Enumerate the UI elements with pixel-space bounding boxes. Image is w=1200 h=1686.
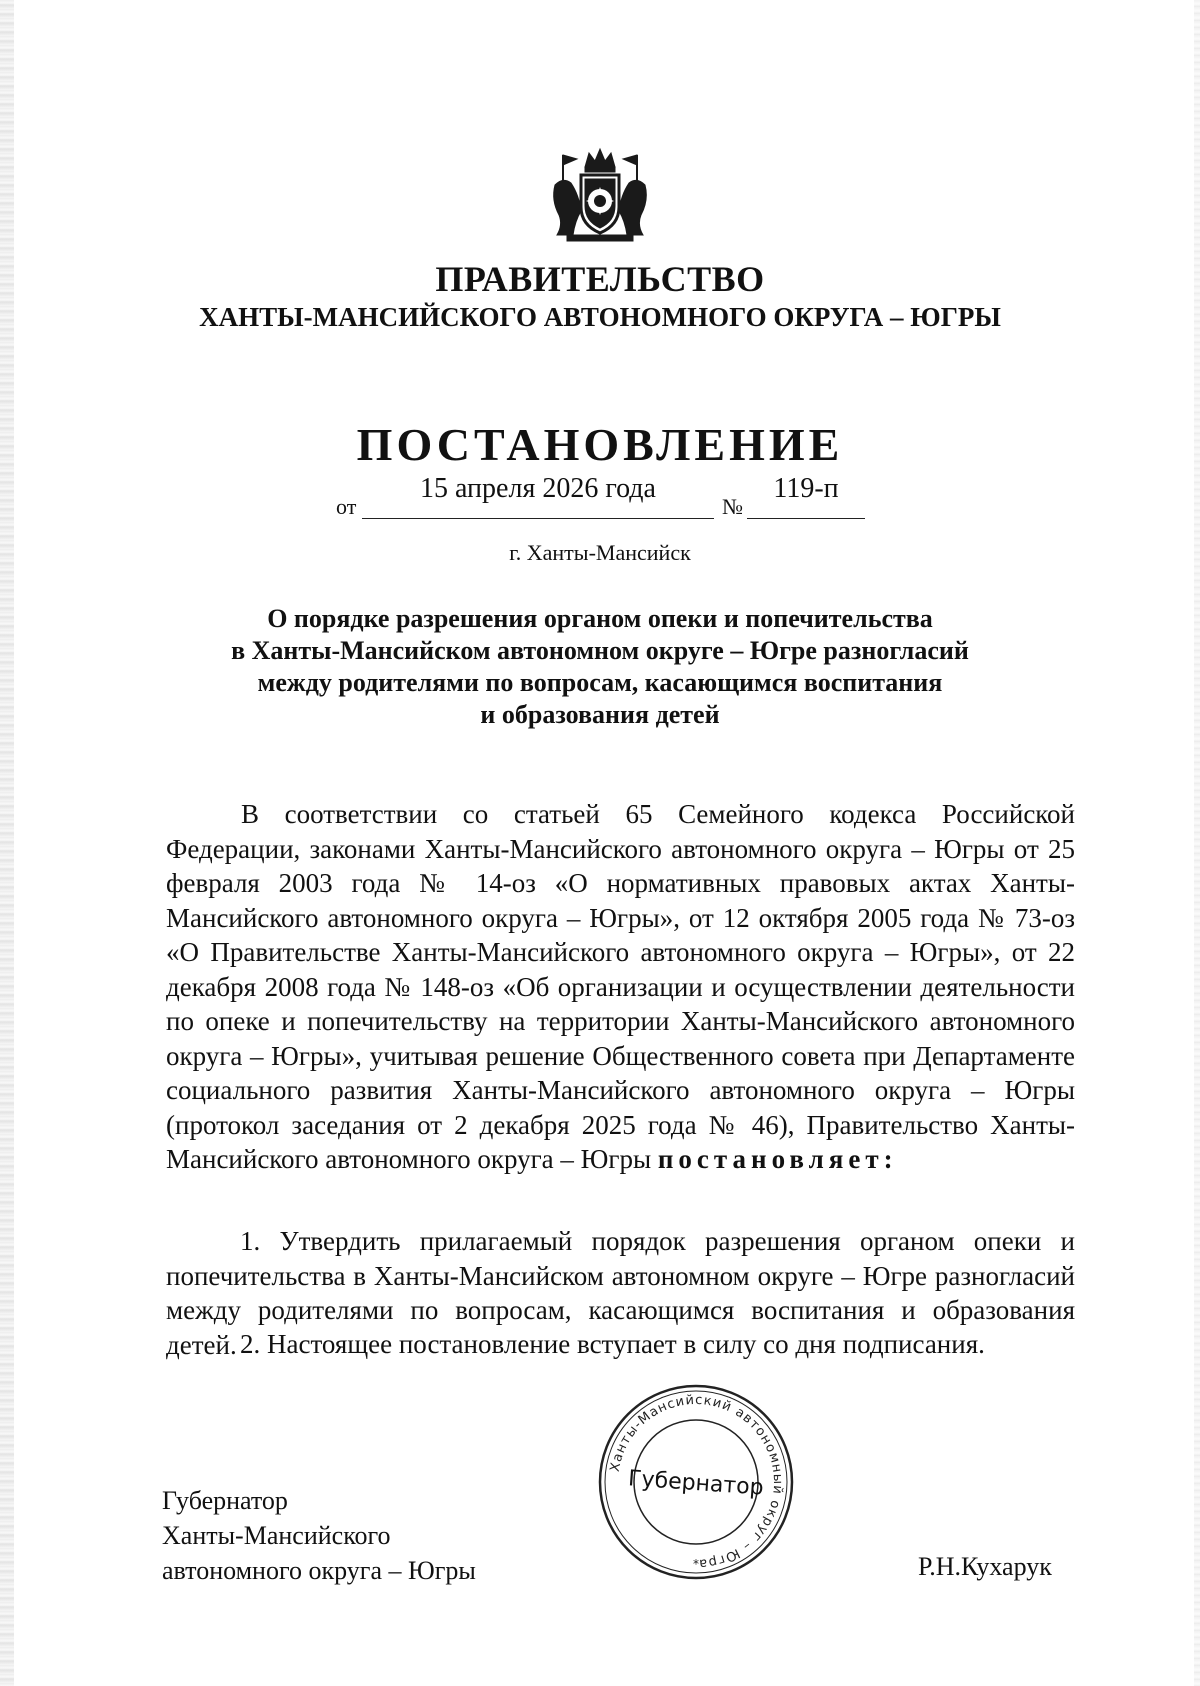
resolution-item-2: 2. Настоящее постановление вступает в силу со дня подписания. xyxy=(240,1329,985,1359)
city: г. Ханты-Мансийск xyxy=(509,540,691,565)
document-date: 15 апреля 2026 года xyxy=(362,472,714,519)
document-subject xyxy=(160,603,1040,731)
resolution-item-1: 1. Утвердить прилагаемый порядок разрешения органом опеки и попечительства в Ханты-Мансийском автономном округе – Югре разногласий между родителями по вопросам, касающимся воспитания и образования детей. xyxy=(166,1226,1075,1360)
scan-edge-right xyxy=(1194,0,1200,1686)
seal-outer-text: Ханты-Мансийский автономный округ – Югра xyxy=(607,1392,786,1572)
signer-position xyxy=(162,1483,476,1588)
signer-position-line: автономного округа – Югры xyxy=(162,1556,476,1585)
number-prefix: № xyxy=(722,494,743,519)
date-prefix: от xyxy=(336,494,357,519)
subject-line: в Ханты-Мансийском автономном округе – Югре разногласий xyxy=(231,636,969,665)
document-type: ПОСТАНОВЛЕНИЕ xyxy=(356,419,844,470)
signer-position-line: Ханты-Мансийского xyxy=(162,1521,391,1550)
subject-line: между родителями по вопросам, касающимся воспитания xyxy=(257,668,943,697)
seal-center-text: Губернатор xyxy=(627,1466,765,1501)
government-subtitle: ХАНТЫ-МАНСИЙСКОГО АВТОНОМНОГО ОКРУГА – ЮГРЫ xyxy=(199,302,1001,332)
official-seal-icon xyxy=(596,1382,796,1582)
preamble-paragraph xyxy=(166,797,1075,1177)
date-number-line xyxy=(0,472,1200,532)
signer-position-line: Губернатор xyxy=(162,1486,288,1515)
resolves-keyword: постановляет: xyxy=(657,1144,898,1174)
preamble-text: В соответствии со статьей 65 Семейного кодекса Российской Федерации, законами Ханты-Мансийского автономного округа – Югры от 25 февраля 2003 года № 14-оз «О нормативных правовых актах Ханты-Мансийского автономного округа – Югры», от 12 октября 2005 года № 73-оз «О Правительстве Ханты-Мансийского автономного округа – Югры», от 22 декабря 2008 года № 148-оз «Об организации и осуществлении деятельности по опеке и попечительству на территории Ханты-Мансийского автономного округа – Югры», учитывая решение Общественного совета при Департаменте социального развития Ханты-Мансийского автономного округа – Югры (протокол заседания от 2 декабря 2025 года № 46), Правительство Ханты-Мансийского автономного округа – Югры xyxy=(166,799,1075,1174)
coat-of-arms-icon xyxy=(545,145,655,245)
government-title: ПРАВИТЕЛЬСТВО xyxy=(435,259,765,299)
signer-name: Р.Н.Кухарук xyxy=(918,1552,1052,1581)
document-number: 119-п xyxy=(747,472,865,519)
subject-line: О порядке разрешения органом опеки и попечительства xyxy=(267,604,933,633)
svg-text:*: * xyxy=(693,1557,699,1571)
scan-edge-left xyxy=(0,0,14,1686)
subject-line: и образования детей xyxy=(480,700,720,729)
